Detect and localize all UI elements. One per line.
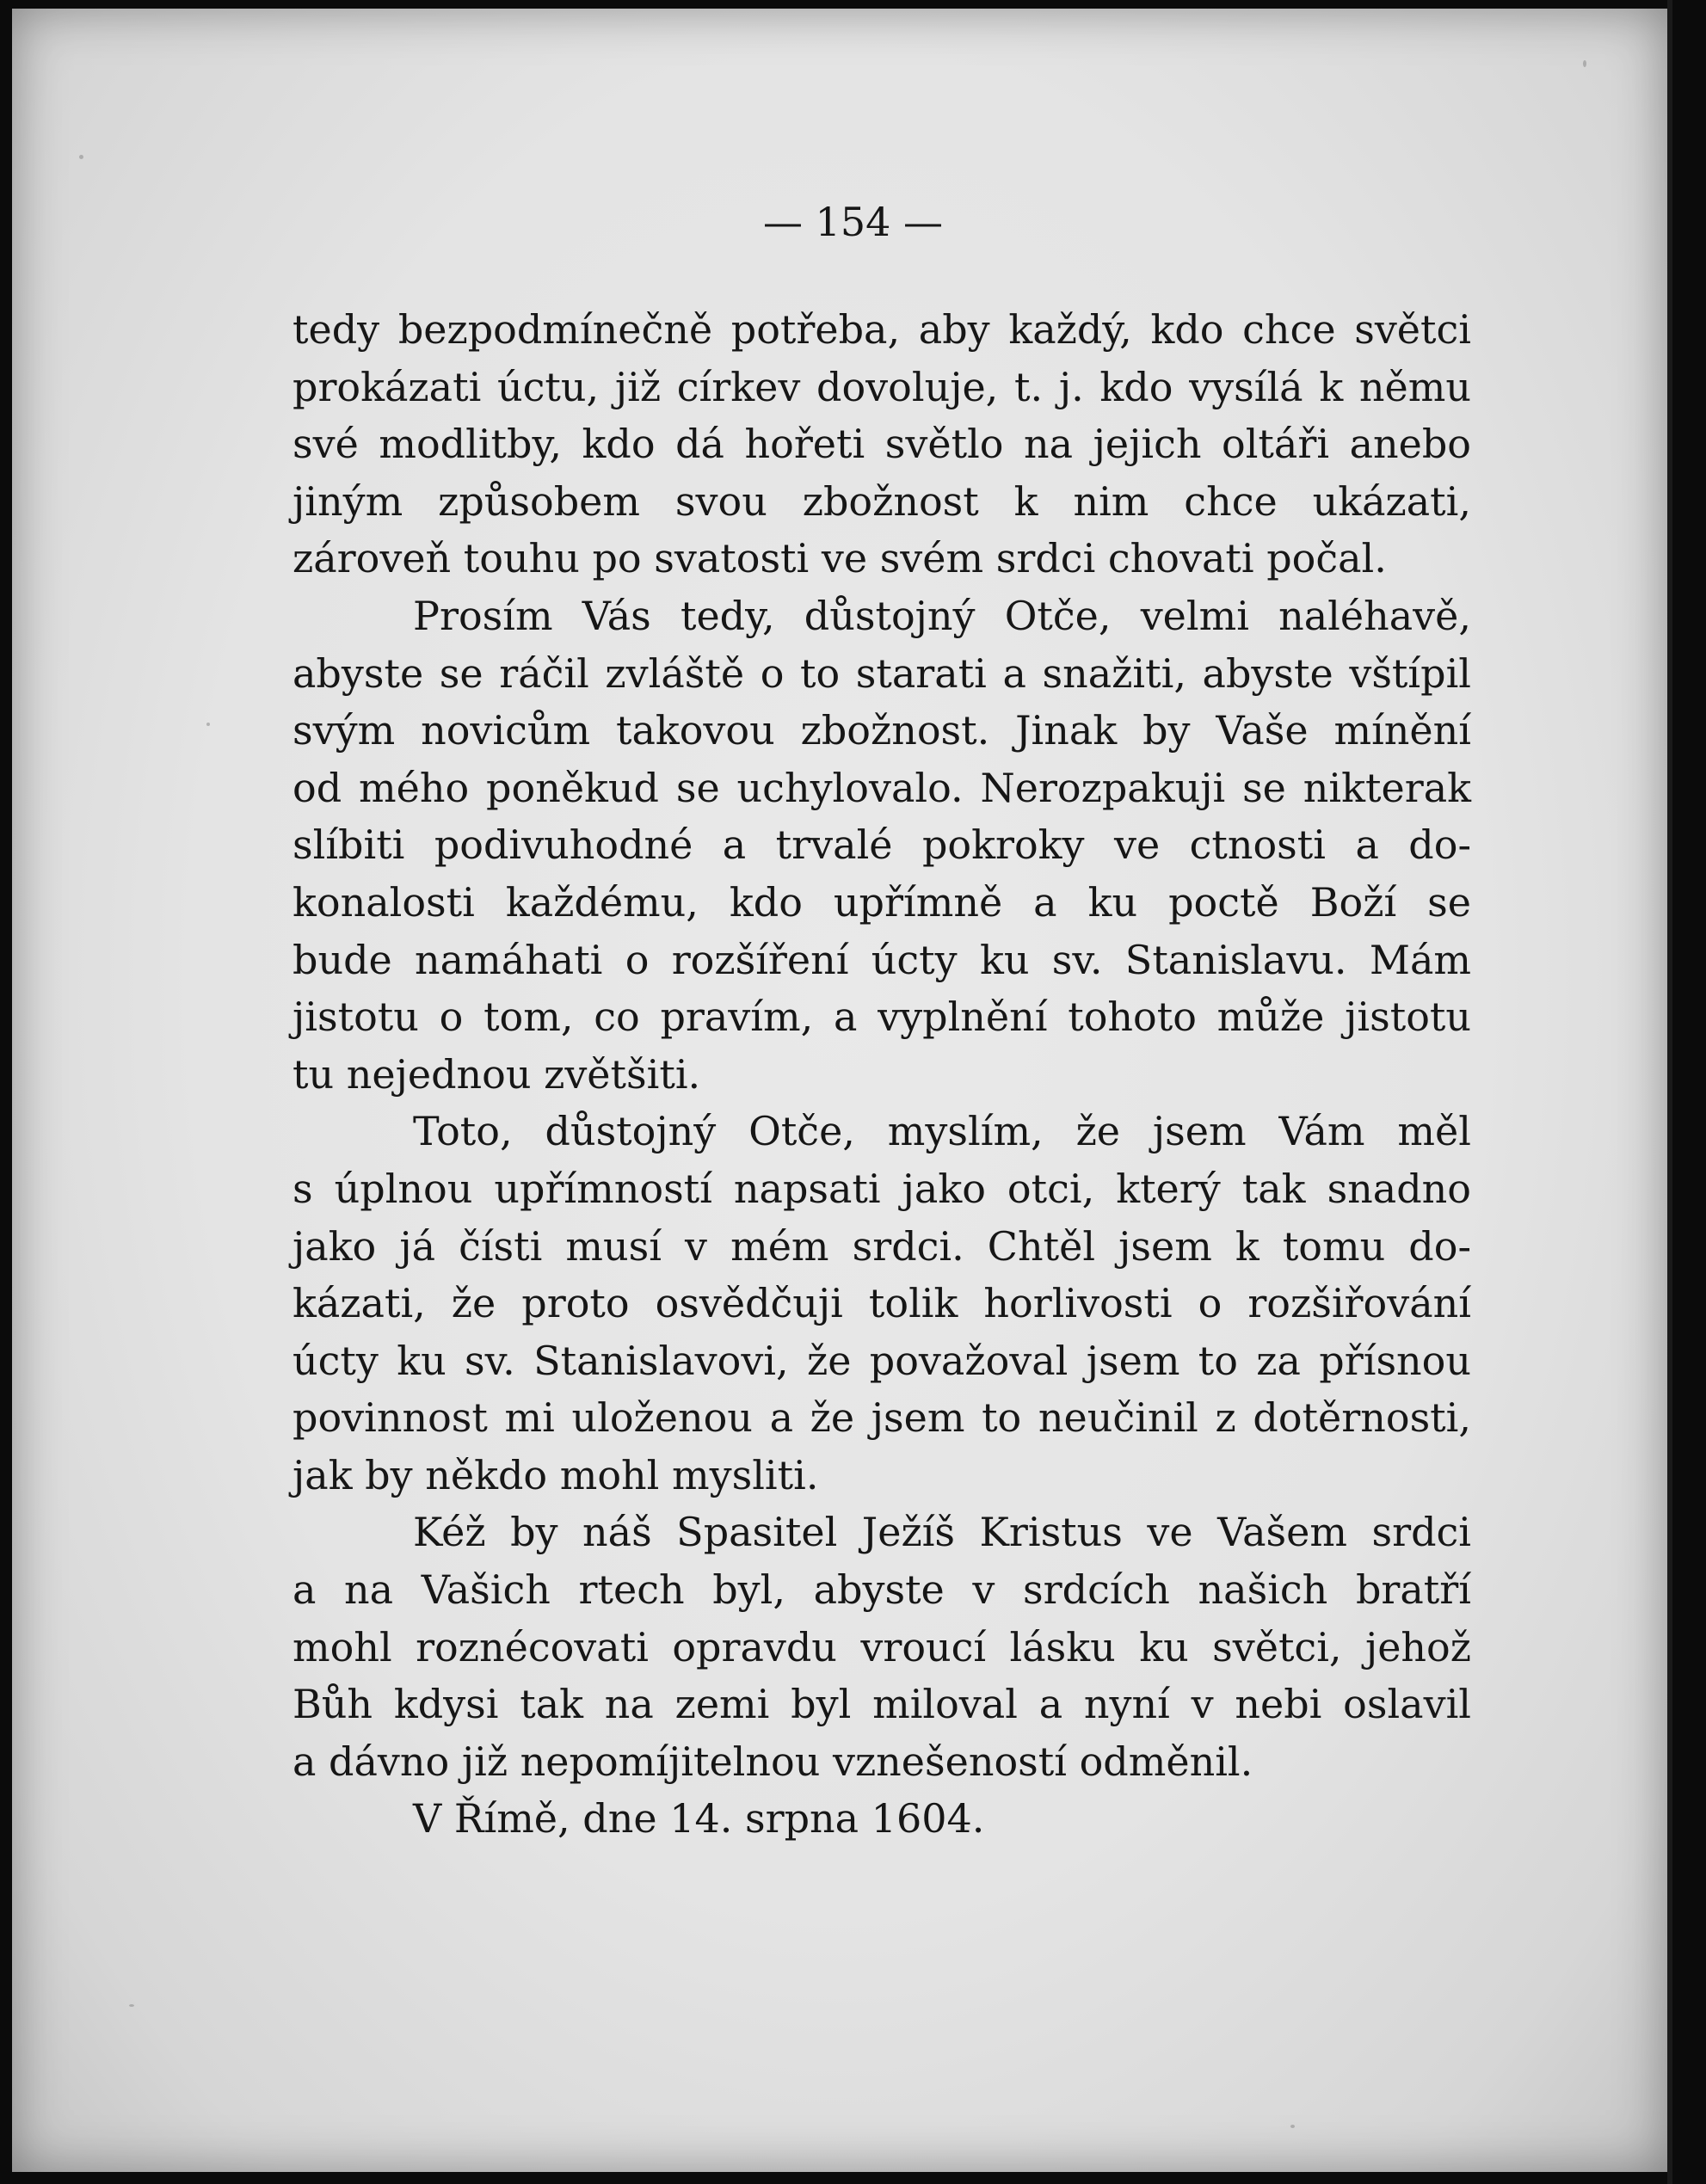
text-line: Toto, důstojný Otče, myslím, že jsem Vám měl — [413, 1108, 1471, 1155]
paragraph — [293, 1504, 1471, 1790]
text-line: kázati, že proto osvědčuji tolik horlivosti o rozšiřování — [293, 1280, 1471, 1327]
text-line: jako já čísti musí v mém srdci. Chtěl jsem k tomu do- — [293, 1222, 1471, 1270]
scan-speck — [129, 2004, 134, 2007]
text-line: od mého poněkud se uchylovalo. Nerozpakuji se nikterak — [293, 764, 1471, 811]
text-line: zároveň touhu po svatosti ve svém srdci chovati počal. — [293, 535, 1387, 582]
text-line: Kéž by náš Spasitel Ježíš Kristus ve Vašem srdci — [413, 1509, 1471, 1556]
text-line: úcty ku sv. Stanislavovi, že považoval jsem to za přísnou — [293, 1337, 1471, 1384]
body-text — [293, 301, 1471, 1848]
text-line: prokázati úctu, již církev dovoluje, t. j. kdo vysílá k němu — [293, 363, 1471, 410]
paragraph — [293, 301, 1471, 588]
scan-speck — [206, 723, 210, 726]
text-line: slíbiti podivuhodné a trvalé pokroky ve ctnosti a do- — [293, 821, 1471, 869]
text-line: jistotu o tom, co pravím, a vyplnění tohoto může jistotu — [293, 994, 1471, 1041]
paragraph — [293, 1790, 1471, 1848]
text-line: jak by někdo mohl mysliti. — [293, 1451, 819, 1498]
text-line: svým novicům takovou zbožnost. Jinak by Vaše mínění — [293, 707, 1471, 754]
text-line: konalosti každému, kdo upřímně a ku poctě Boží se — [293, 878, 1471, 926]
text-line: jiným způsobem svou zbožnost k nim chce ukázati, — [293, 477, 1471, 525]
text-line: abyste se ráčil zvláště o to starati a snažiti, abyste vštípil — [293, 649, 1471, 697]
scan-speck — [79, 155, 83, 159]
text-line: a na Vašich rtech byl, abyste v srdcích našich bratří — [293, 1566, 1471, 1614]
scan-speck — [1583, 60, 1586, 67]
paragraph — [293, 1103, 1471, 1504]
text-line: a dávno již nepomíjitelnou vznešeností odměnil. — [293, 1738, 1253, 1785]
scan-speck — [1290, 2125, 1295, 2128]
text-line: s úplnou upřímností napsati jako otci, který tak snadno — [293, 1165, 1471, 1212]
text-line: Prosím Vás tedy, důstojný Otče, velmi naléhavě, — [413, 592, 1471, 639]
text-line: V Římě, dne 14. srpna 1604. — [413, 1795, 985, 1843]
text-line: bude namáhati o rozšíření úcty ku sv. Stanislavu. Mám — [293, 936, 1471, 983]
text-line: tedy bezpodmínečně potřeba, aby každý, kdo chce světci — [293, 306, 1471, 353]
text-line: mohl roznécovati opravdu vroucí lásku ku světci, jehož — [293, 1623, 1471, 1670]
page-number: — 154 — — [762, 199, 944, 245]
text-line: Bůh kdysi tak na zemi byl miloval a nyní v nebi oslavil — [293, 1681, 1471, 1728]
text-line: povinnost mi uloženou a že jsem to neučinil z dotěrnosti, — [293, 1394, 1471, 1442]
page-edge — [1667, 0, 1672, 2184]
text-line: tu nejednou zvětšiti. — [293, 1050, 701, 1098]
paragraph — [293, 588, 1471, 1103]
text-line: své modlitby, kdo dá hořeti světlo na jejich oltáři anebo — [293, 421, 1471, 468]
